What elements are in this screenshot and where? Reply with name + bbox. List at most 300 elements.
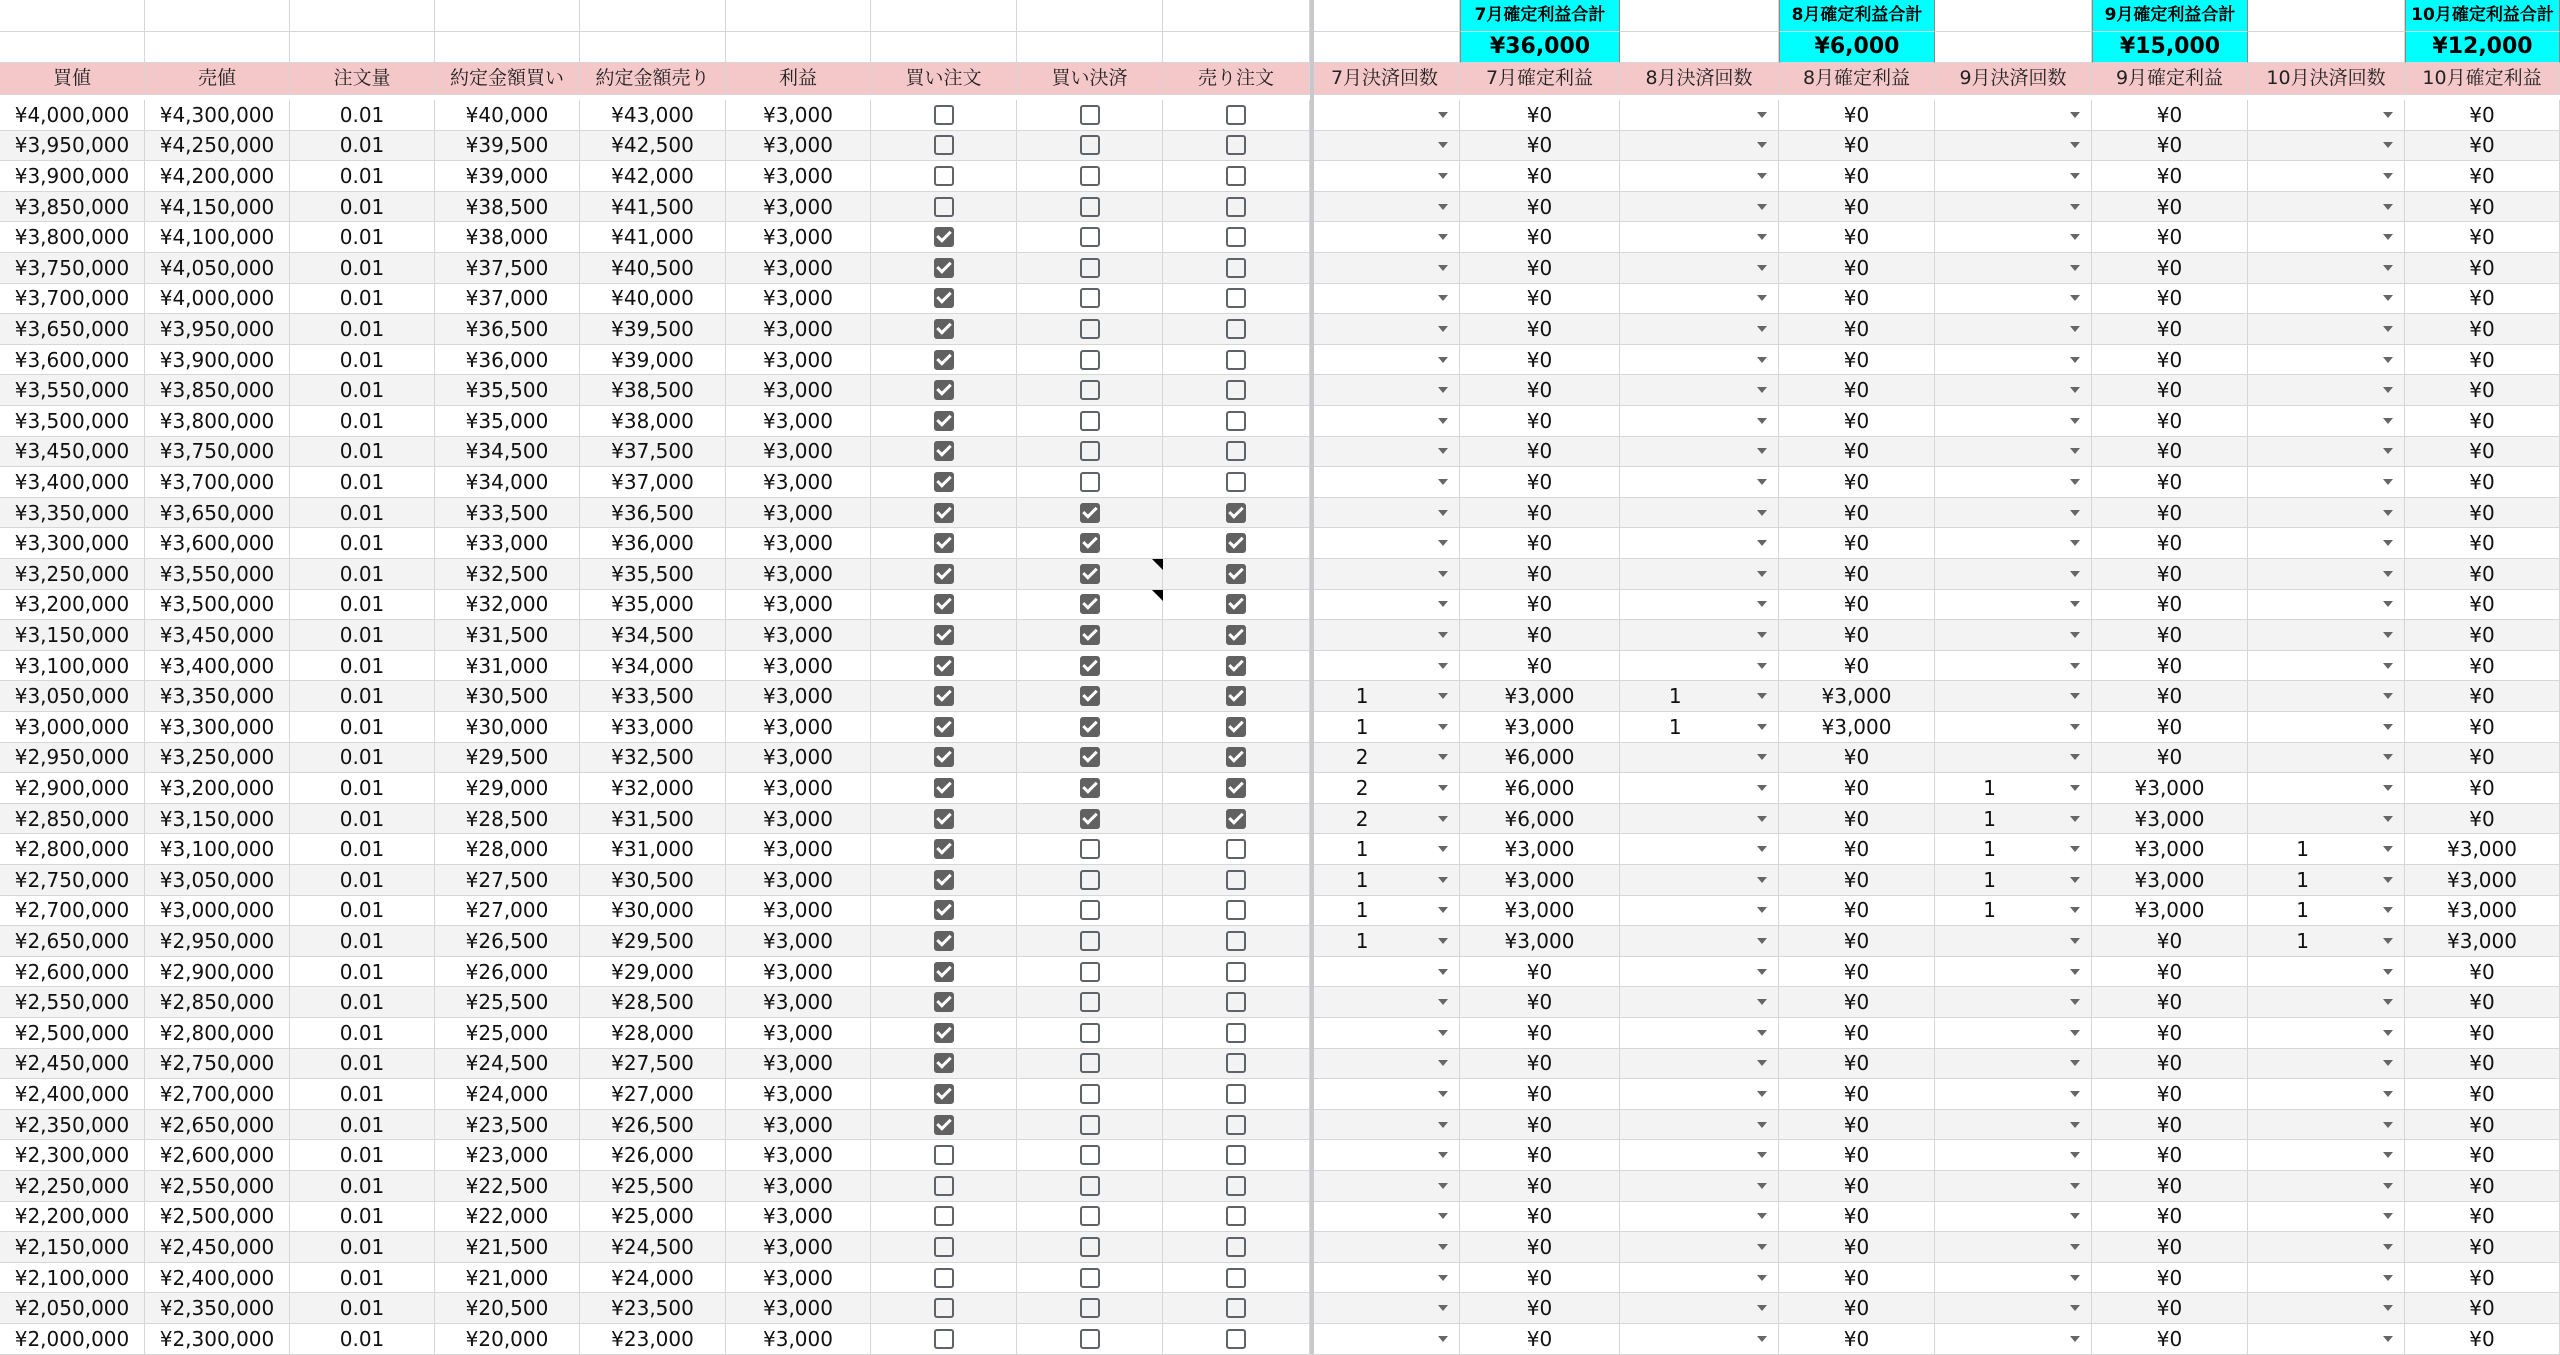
dropdown-arrow-icon[interactable] bbox=[1757, 540, 1767, 546]
buy-settle-cell[interactable] bbox=[1017, 1018, 1163, 1049]
buy-price-cell[interactable]: ¥3,850,000 bbox=[0, 192, 145, 223]
dropdown-arrow-icon[interactable] bbox=[1757, 1091, 1767, 1097]
buy-settle-cell[interactable] bbox=[1017, 192, 1163, 223]
order-qty-cell[interactable]: 0.01 bbox=[290, 375, 435, 406]
oct-profit-cell[interactable]: ¥0 bbox=[2405, 100, 2560, 131]
order-qty-cell[interactable]: 0.01 bbox=[290, 834, 435, 865]
dropdown-arrow-icon[interactable] bbox=[2070, 846, 2080, 852]
sell-order-cell[interactable] bbox=[1163, 559, 1310, 590]
jul-count-dropdown[interactable] bbox=[1310, 773, 1460, 804]
buy-settle-cell[interactable] bbox=[1017, 1049, 1163, 1080]
sell-order-cell[interactable] bbox=[1163, 620, 1310, 651]
sell-amount-cell[interactable]: ¥41,000 bbox=[580, 222, 726, 253]
oct-profit-cell[interactable]: ¥0 bbox=[2405, 314, 2560, 345]
checkbox-checked[interactable] bbox=[1080, 503, 1100, 523]
dropdown-arrow-icon[interactable] bbox=[2383, 1275, 2393, 1281]
dropdown-arrow-icon[interactable] bbox=[2070, 785, 2080, 791]
buy-amount-cell[interactable]: ¥38,500 bbox=[435, 192, 580, 223]
checkbox-checked[interactable] bbox=[1080, 747, 1100, 767]
buy-settle-cell[interactable] bbox=[1017, 498, 1163, 529]
dropdown-arrow-icon[interactable] bbox=[1757, 632, 1767, 638]
buy-amount-cell[interactable]: ¥23,000 bbox=[435, 1140, 580, 1171]
buy-settle-cell[interactable] bbox=[1017, 1232, 1163, 1263]
checkbox-unchecked[interactable] bbox=[1080, 288, 1100, 308]
buy-settle-cell[interactable] bbox=[1017, 712, 1163, 743]
profit-cell[interactable]: ¥3,000 bbox=[726, 222, 871, 253]
blank-cell[interactable] bbox=[2248, 0, 2405, 32]
buy-amount-cell[interactable]: ¥20,500 bbox=[435, 1293, 580, 1324]
oct-count-dropdown[interactable] bbox=[2248, 804, 2405, 835]
dropdown-arrow-icon[interactable] bbox=[2383, 1244, 2393, 1250]
aug-profit-cell[interactable]: ¥0 bbox=[1779, 865, 1935, 896]
dropdown-arrow-icon[interactable] bbox=[1757, 295, 1767, 301]
profit-cell[interactable]: ¥3,000 bbox=[726, 1202, 871, 1233]
checkbox-unchecked[interactable] bbox=[1080, 839, 1100, 859]
aug-profit-cell[interactable]: ¥0 bbox=[1779, 1202, 1935, 1233]
sell-price-cell[interactable]: ¥2,950,000 bbox=[145, 926, 290, 957]
aug-count-dropdown[interactable] bbox=[1620, 559, 1779, 590]
checkbox-unchecked[interactable] bbox=[1080, 166, 1100, 186]
buy-settle-cell[interactable] bbox=[1017, 1079, 1163, 1110]
buy-amount-cell[interactable]: ¥39,000 bbox=[435, 161, 580, 192]
checkbox-unchecked[interactable] bbox=[1226, 135, 1246, 155]
oct-profit-cell[interactable]: ¥0 bbox=[2405, 957, 2560, 988]
checkbox-unchecked[interactable] bbox=[1080, 411, 1100, 431]
sep-count-dropdown[interactable] bbox=[1935, 161, 2092, 192]
oct-count-dropdown[interactable] bbox=[2248, 1110, 2405, 1141]
dropdown-arrow-icon[interactable] bbox=[1757, 1060, 1767, 1066]
sell-amount-cell[interactable]: ¥32,500 bbox=[580, 743, 726, 774]
sell-price-cell[interactable]: ¥2,650,000 bbox=[145, 1110, 290, 1141]
jul-count-dropdown[interactable] bbox=[1310, 620, 1460, 651]
oct-count-dropdown[interactable] bbox=[2248, 314, 2405, 345]
column-header-sep-count[interactable]: 9月決済回数 bbox=[1935, 63, 2092, 95]
jul-count-dropdown[interactable] bbox=[1310, 1110, 1460, 1141]
jul-count-dropdown[interactable] bbox=[1310, 375, 1460, 406]
checkbox-unchecked[interactable] bbox=[1226, 1023, 1246, 1043]
buy-price-cell[interactable]: ¥2,000,000 bbox=[0, 1324, 145, 1355]
dropdown-arrow-icon[interactable] bbox=[1438, 1305, 1448, 1311]
sep-count-dropdown[interactable] bbox=[1935, 743, 2092, 774]
buy-price-cell[interactable]: ¥2,850,000 bbox=[0, 804, 145, 835]
dropdown-arrow-icon[interactable] bbox=[2070, 387, 2080, 393]
buy-price-cell[interactable]: ¥2,800,000 bbox=[0, 834, 145, 865]
blank-cell[interactable] bbox=[435, 0, 580, 32]
buy-price-cell[interactable]: ¥2,700,000 bbox=[0, 896, 145, 927]
buy-order-cell[interactable] bbox=[871, 1324, 1017, 1355]
sell-order-cell[interactable] bbox=[1163, 773, 1310, 804]
jul-profit-cell[interactable]: ¥0 bbox=[1460, 651, 1620, 682]
order-qty-cell[interactable]: 0.01 bbox=[290, 222, 435, 253]
dropdown-arrow-icon[interactable] bbox=[2383, 295, 2393, 301]
dropdown-arrow-icon[interactable] bbox=[1757, 1336, 1767, 1342]
sell-price-cell[interactable]: ¥4,150,000 bbox=[145, 192, 290, 223]
buy-settle-cell[interactable] bbox=[1017, 1110, 1163, 1141]
dropdown-arrow-icon[interactable] bbox=[1438, 601, 1448, 607]
aug-profit-cell[interactable]: ¥0 bbox=[1779, 957, 1935, 988]
checkbox-checked[interactable] bbox=[1080, 625, 1100, 645]
column-header-oct-count[interactable]: 10月決済回数 bbox=[2248, 63, 2405, 95]
sep-count-dropdown[interactable] bbox=[1935, 1171, 2092, 1202]
oct-count-dropdown[interactable] bbox=[2248, 1202, 2405, 1233]
oct-count-dropdown[interactable] bbox=[2248, 651, 2405, 682]
sep-count-dropdown[interactable] bbox=[1935, 375, 2092, 406]
dropdown-arrow-icon[interactable] bbox=[2070, 204, 2080, 210]
profit-cell[interactable]: ¥3,000 bbox=[726, 1140, 871, 1171]
order-qty-cell[interactable]: 0.01 bbox=[290, 1049, 435, 1080]
buy-settle-cell[interactable] bbox=[1017, 314, 1163, 345]
oct-count-dropdown[interactable] bbox=[2248, 590, 2405, 621]
checkbox-checked[interactable] bbox=[934, 594, 954, 614]
oct-count-dropdown[interactable] bbox=[2248, 1324, 2405, 1355]
profit-cell[interactable]: ¥3,000 bbox=[726, 406, 871, 437]
jul-count-dropdown[interactable] bbox=[1310, 1140, 1460, 1171]
sell-order-cell[interactable] bbox=[1163, 253, 1310, 284]
dropdown-arrow-icon[interactable] bbox=[2070, 1183, 2080, 1189]
sep-count-dropdown[interactable] bbox=[1935, 1263, 2092, 1294]
aug-count-dropdown[interactable] bbox=[1620, 375, 1779, 406]
sep-profit-cell[interactable]: ¥0 bbox=[2092, 253, 2248, 284]
aug-profit-cell[interactable]: ¥0 bbox=[1779, 1079, 1935, 1110]
dropdown-arrow-icon[interactable] bbox=[1438, 693, 1448, 699]
buy-settle-cell[interactable] bbox=[1017, 345, 1163, 376]
sell-amount-cell[interactable]: ¥40,000 bbox=[580, 284, 726, 315]
buy-order-cell[interactable] bbox=[871, 1202, 1017, 1233]
checkbox-unchecked[interactable] bbox=[1226, 839, 1246, 859]
buy-price-cell[interactable]: ¥2,100,000 bbox=[0, 1263, 145, 1294]
buy-amount-cell[interactable]: ¥27,000 bbox=[435, 896, 580, 927]
sell-amount-cell[interactable]: ¥40,500 bbox=[580, 253, 726, 284]
sell-amount-cell[interactable]: ¥24,000 bbox=[580, 1263, 726, 1294]
sep-count-dropdown[interactable] bbox=[1935, 1140, 2092, 1171]
sep-count-dropdown[interactable] bbox=[1935, 651, 2092, 682]
order-qty-cell[interactable]: 0.01 bbox=[290, 1232, 435, 1263]
checkbox-unchecked[interactable] bbox=[1080, 1329, 1100, 1349]
sell-price-cell[interactable]: ¥2,800,000 bbox=[145, 1018, 290, 1049]
jul-count-dropdown[interactable] bbox=[1310, 1324, 1460, 1355]
checkbox-checked[interactable] bbox=[1226, 503, 1246, 523]
buy-amount-cell[interactable]: ¥30,000 bbox=[435, 712, 580, 743]
sep-count-dropdown[interactable] bbox=[1935, 620, 2092, 651]
oct-profit-cell[interactable]: ¥0 bbox=[2405, 1293, 2560, 1324]
sep-count-dropdown[interactable] bbox=[1935, 1049, 2092, 1080]
buy-amount-cell[interactable]: ¥33,500 bbox=[435, 498, 580, 529]
jul-count-dropdown[interactable] bbox=[1310, 987, 1460, 1018]
sell-order-cell[interactable] bbox=[1163, 1049, 1310, 1080]
buy-amount-cell[interactable]: ¥35,000 bbox=[435, 406, 580, 437]
jul-count-dropdown[interactable] bbox=[1310, 314, 1460, 345]
dropdown-arrow-icon[interactable] bbox=[1757, 418, 1767, 424]
jul-count-dropdown[interactable] bbox=[1310, 222, 1460, 253]
oct-count-dropdown[interactable] bbox=[2248, 1263, 2405, 1294]
sep-profit-cell[interactable]: ¥0 bbox=[2092, 161, 2248, 192]
buy-price-cell[interactable]: ¥2,650,000 bbox=[0, 926, 145, 957]
buy-settle-cell[interactable] bbox=[1017, 1263, 1163, 1294]
buy-price-cell[interactable]: ¥2,150,000 bbox=[0, 1232, 145, 1263]
sell-amount-cell[interactable]: ¥39,000 bbox=[580, 345, 726, 376]
buy-settle-cell[interactable] bbox=[1017, 1324, 1163, 1355]
aug-profit-cell[interactable]: ¥0 bbox=[1779, 222, 1935, 253]
jul-profit-cell[interactable]: ¥0 bbox=[1460, 1263, 1620, 1294]
checkbox-unchecked[interactable] bbox=[1226, 411, 1246, 431]
dropdown-arrow-icon[interactable] bbox=[2383, 479, 2393, 485]
aug-profit-cell[interactable]: ¥0 bbox=[1779, 743, 1935, 774]
jul-count-dropdown[interactable] bbox=[1310, 528, 1460, 559]
dropdown-arrow-icon[interactable] bbox=[2383, 754, 2393, 760]
dropdown-arrow-icon[interactable] bbox=[2383, 1183, 2393, 1189]
jul-profit-cell[interactable]: ¥0 bbox=[1460, 498, 1620, 529]
dropdown-arrow-icon[interactable] bbox=[1438, 234, 1448, 240]
buy-order-cell[interactable] bbox=[871, 559, 1017, 590]
order-qty-cell[interactable]: 0.01 bbox=[290, 1324, 435, 1355]
dropdown-arrow-icon[interactable] bbox=[2383, 601, 2393, 607]
oct-profit-cell[interactable]: ¥0 bbox=[2405, 590, 2560, 621]
dropdown-arrow-icon[interactable] bbox=[1757, 1213, 1767, 1219]
sell-price-cell[interactable]: ¥2,400,000 bbox=[145, 1263, 290, 1294]
order-qty-cell[interactable]: 0.01 bbox=[290, 437, 435, 468]
sell-order-cell[interactable] bbox=[1163, 712, 1310, 743]
checkbox-unchecked[interactable] bbox=[1080, 870, 1100, 890]
sell-order-cell[interactable] bbox=[1163, 834, 1310, 865]
checkbox-checked[interactable] bbox=[1080, 809, 1100, 829]
oct-count-dropdown[interactable] bbox=[2248, 1232, 2405, 1263]
sell-order-cell[interactable] bbox=[1163, 1171, 1310, 1202]
sep-count-dropdown[interactable] bbox=[1935, 437, 2092, 468]
buy-amount-cell[interactable]: ¥37,500 bbox=[435, 253, 580, 284]
aug-count-dropdown[interactable] bbox=[1620, 192, 1779, 223]
jul-profit-cell[interactable]: ¥0 bbox=[1460, 1110, 1620, 1141]
buy-settle-cell[interactable] bbox=[1017, 559, 1163, 590]
order-qty-cell[interactable]: 0.01 bbox=[290, 926, 435, 957]
buy-order-cell[interactable] bbox=[871, 1110, 1017, 1141]
aug-count-dropdown[interactable] bbox=[1620, 1171, 1779, 1202]
jul-count-dropdown[interactable] bbox=[1310, 406, 1460, 437]
buy-price-cell[interactable]: ¥2,500,000 bbox=[0, 1018, 145, 1049]
sell-amount-cell[interactable]: ¥37,500 bbox=[580, 437, 726, 468]
sep-count-dropdown[interactable] bbox=[1935, 865, 2092, 896]
blank-cell[interactable] bbox=[726, 32, 871, 63]
frozen-column-divider[interactable] bbox=[1310, 0, 1314, 1354]
oct-count-dropdown[interactable] bbox=[2248, 834, 2405, 865]
sell-price-cell[interactable]: ¥2,350,000 bbox=[145, 1293, 290, 1324]
buy-order-cell[interactable] bbox=[871, 314, 1017, 345]
aug-count-dropdown[interactable] bbox=[1620, 987, 1779, 1018]
buy-order-cell[interactable] bbox=[871, 712, 1017, 743]
aug-count-dropdown[interactable] bbox=[1620, 773, 1779, 804]
buy-settle-cell[interactable] bbox=[1017, 467, 1163, 498]
sep-count-dropdown[interactable] bbox=[1935, 406, 2092, 437]
oct-count-dropdown[interactable] bbox=[2248, 957, 2405, 988]
dropdown-arrow-icon[interactable] bbox=[2070, 1030, 2080, 1036]
oct-profit-cell[interactable]: ¥0 bbox=[2405, 1110, 2560, 1141]
sep-profit-cell[interactable]: ¥0 bbox=[2092, 743, 2248, 774]
checkbox-checked[interactable] bbox=[1080, 778, 1100, 798]
checkbox-unchecked[interactable] bbox=[934, 105, 954, 125]
buy-order-cell[interactable] bbox=[871, 926, 1017, 957]
sell-price-cell[interactable]: ¥4,100,000 bbox=[145, 222, 290, 253]
checkbox-checked[interactable] bbox=[934, 778, 954, 798]
sell-order-cell[interactable] bbox=[1163, 161, 1310, 192]
buy-order-cell[interactable] bbox=[871, 406, 1017, 437]
dropdown-arrow-icon[interactable] bbox=[2383, 846, 2393, 852]
sep-profit-cell[interactable]: ¥0 bbox=[2092, 1079, 2248, 1110]
oct-profit-cell[interactable]: ¥0 bbox=[2405, 345, 2560, 376]
sep-count-dropdown[interactable] bbox=[1935, 100, 2092, 131]
checkbox-unchecked[interactable] bbox=[934, 135, 954, 155]
order-qty-cell[interactable]: 0.01 bbox=[290, 131, 435, 162]
buy-amount-cell[interactable]: ¥28,500 bbox=[435, 804, 580, 835]
checkbox-checked[interactable] bbox=[934, 870, 954, 890]
sell-price-cell[interactable]: ¥3,400,000 bbox=[145, 651, 290, 682]
column-header-sep-profit[interactable]: 9月確定利益 bbox=[2092, 63, 2248, 95]
oct-profit-cell[interactable]: ¥0 bbox=[2405, 1140, 2560, 1171]
profit-cell[interactable]: ¥3,000 bbox=[726, 1324, 871, 1355]
blank-cell[interactable] bbox=[580, 0, 726, 32]
sep-count-dropdown[interactable] bbox=[1935, 1232, 2092, 1263]
checkbox-checked[interactable] bbox=[934, 258, 954, 278]
sell-amount-cell[interactable]: ¥33,500 bbox=[580, 681, 726, 712]
blank-cell[interactable] bbox=[1620, 32, 1779, 63]
sell-price-cell[interactable]: ¥2,300,000 bbox=[145, 1324, 290, 1355]
dropdown-arrow-icon[interactable] bbox=[2070, 907, 2080, 913]
buy-amount-cell[interactable]: ¥24,000 bbox=[435, 1079, 580, 1110]
buy-order-cell[interactable] bbox=[871, 896, 1017, 927]
checkbox-checked[interactable] bbox=[934, 747, 954, 767]
aug-profit-cell[interactable]: ¥0 bbox=[1779, 437, 1935, 468]
aug-profit-cell[interactable]: ¥0 bbox=[1779, 896, 1935, 927]
aug-count-dropdown[interactable] bbox=[1620, 712, 1779, 743]
checkbox-checked[interactable] bbox=[934, 350, 954, 370]
checkbox-checked[interactable] bbox=[934, 411, 954, 431]
checkbox-unchecked[interactable] bbox=[1226, 288, 1246, 308]
buy-price-cell[interactable]: ¥3,000,000 bbox=[0, 712, 145, 743]
jul-profit-cell[interactable]: ¥3,000 bbox=[1460, 926, 1620, 957]
profit-cell[interactable]: ¥3,000 bbox=[726, 681, 871, 712]
dropdown-arrow-icon[interactable] bbox=[1438, 540, 1448, 546]
oct-profit-cell[interactable]: ¥0 bbox=[2405, 1018, 2560, 1049]
aug-count-dropdown[interactable] bbox=[1620, 1018, 1779, 1049]
order-qty-cell[interactable]: 0.01 bbox=[290, 406, 435, 437]
checkbox-unchecked[interactable] bbox=[1226, 319, 1246, 339]
sep-profit-cell[interactable]: ¥0 bbox=[2092, 192, 2248, 223]
profit-cell[interactable]: ¥3,000 bbox=[726, 498, 871, 529]
checkbox-checked[interactable] bbox=[1080, 594, 1100, 614]
jul-profit-cell[interactable]: ¥0 bbox=[1460, 590, 1620, 621]
checkbox-unchecked[interactable] bbox=[1080, 472, 1100, 492]
dropdown-arrow-icon[interactable] bbox=[2070, 265, 2080, 271]
checkbox-unchecked[interactable] bbox=[1080, 1206, 1100, 1226]
dropdown-arrow-icon[interactable] bbox=[2383, 938, 2393, 944]
dropdown-arrow-icon[interactable] bbox=[2070, 1275, 2080, 1281]
column-header-buy-amount[interactable]: 約定金額買い bbox=[435, 63, 580, 95]
aug-profit-cell[interactable]: ¥0 bbox=[1779, 1171, 1935, 1202]
oct-count-dropdown[interactable] bbox=[2248, 773, 2405, 804]
buy-order-cell[interactable] bbox=[871, 620, 1017, 651]
profit-cell[interactable]: ¥3,000 bbox=[726, 192, 871, 223]
dropdown-arrow-icon[interactable] bbox=[1757, 234, 1767, 240]
dropdown-arrow-icon[interactable] bbox=[2070, 693, 2080, 699]
buy-amount-cell[interactable]: ¥21,000 bbox=[435, 1263, 580, 1294]
checkbox-checked[interactable] bbox=[934, 319, 954, 339]
oct-profit-cell[interactable]: ¥3,000 bbox=[2405, 834, 2560, 865]
buy-order-cell[interactable] bbox=[871, 1263, 1017, 1294]
order-qty-cell[interactable]: 0.01 bbox=[290, 620, 435, 651]
aug-profit-cell[interactable]: ¥0 bbox=[1779, 375, 1935, 406]
jul-profit-cell[interactable]: ¥0 bbox=[1460, 1232, 1620, 1263]
checkbox-unchecked[interactable] bbox=[1080, 1053, 1100, 1073]
sep-count-dropdown[interactable] bbox=[1935, 192, 2092, 223]
dropdown-arrow-icon[interactable] bbox=[1757, 173, 1767, 179]
jul-count-dropdown[interactable] bbox=[1310, 345, 1460, 376]
oct-profit-cell[interactable]: ¥0 bbox=[2405, 681, 2560, 712]
dropdown-arrow-icon[interactable] bbox=[2070, 816, 2080, 822]
buy-amount-cell[interactable]: ¥22,500 bbox=[435, 1171, 580, 1202]
buy-price-cell[interactable]: ¥3,300,000 bbox=[0, 528, 145, 559]
aug-count-dropdown[interactable] bbox=[1620, 804, 1779, 835]
dropdown-arrow-icon[interactable] bbox=[2070, 571, 2080, 577]
profit-cell[interactable]: ¥3,000 bbox=[726, 161, 871, 192]
checkbox-unchecked[interactable] bbox=[1226, 197, 1246, 217]
sep-profit-cell[interactable]: ¥3,000 bbox=[2092, 804, 2248, 835]
buy-amount-cell[interactable]: ¥34,000 bbox=[435, 467, 580, 498]
sep-profit-cell[interactable]: ¥0 bbox=[2092, 131, 2248, 162]
dropdown-arrow-icon[interactable] bbox=[1757, 326, 1767, 332]
sell-amount-cell[interactable]: ¥42,500 bbox=[580, 131, 726, 162]
profit-cell[interactable]: ¥3,000 bbox=[726, 284, 871, 315]
checkbox-unchecked[interactable] bbox=[1226, 441, 1246, 461]
aug-count-dropdown[interactable] bbox=[1620, 834, 1779, 865]
buy-price-cell[interactable]: ¥2,550,000 bbox=[0, 987, 145, 1018]
jul-count-dropdown[interactable] bbox=[1310, 1079, 1460, 1110]
dropdown-arrow-icon[interactable] bbox=[2383, 693, 2393, 699]
dropdown-arrow-icon[interactable] bbox=[2070, 234, 2080, 240]
jul-profit-cell[interactable]: ¥0 bbox=[1460, 437, 1620, 468]
sell-price-cell[interactable]: ¥2,500,000 bbox=[145, 1202, 290, 1233]
dropdown-arrow-icon[interactable] bbox=[2070, 1336, 2080, 1342]
sell-order-cell[interactable] bbox=[1163, 1110, 1310, 1141]
dropdown-arrow-icon[interactable] bbox=[2383, 510, 2393, 516]
buy-price-cell[interactable]: ¥2,200,000 bbox=[0, 1202, 145, 1233]
dropdown-arrow-icon[interactable] bbox=[1438, 295, 1448, 301]
sep-count-dropdown[interactable] bbox=[1935, 957, 2092, 988]
oct-count-dropdown[interactable] bbox=[2248, 1079, 2405, 1110]
profit-cell[interactable]: ¥3,000 bbox=[726, 834, 871, 865]
order-qty-cell[interactable]: 0.01 bbox=[290, 590, 435, 621]
sell-amount-cell[interactable]: ¥35,500 bbox=[580, 559, 726, 590]
buy-settle-cell[interactable] bbox=[1017, 926, 1163, 957]
jul-profit-cell[interactable]: ¥0 bbox=[1460, 100, 1620, 131]
dropdown-arrow-icon[interactable] bbox=[2383, 571, 2393, 577]
oct-profit-cell[interactable]: ¥0 bbox=[2405, 528, 2560, 559]
dropdown-arrow-icon[interactable] bbox=[2070, 357, 2080, 363]
sep-profit-cell[interactable]: ¥0 bbox=[2092, 1263, 2248, 1294]
sell-order-cell[interactable] bbox=[1163, 314, 1310, 345]
dropdown-arrow-icon[interactable] bbox=[1438, 204, 1448, 210]
profit-cell[interactable]: ¥3,000 bbox=[726, 957, 871, 988]
order-qty-cell[interactable]: 0.01 bbox=[290, 987, 435, 1018]
dropdown-arrow-icon[interactable] bbox=[1757, 785, 1767, 791]
buy-price-cell[interactable]: ¥2,250,000 bbox=[0, 1171, 145, 1202]
checkbox-checked[interactable] bbox=[934, 839, 954, 859]
checkbox-checked[interactable] bbox=[934, 686, 954, 706]
oct-count-dropdown[interactable] bbox=[2248, 345, 2405, 376]
jul-count-dropdown[interactable] bbox=[1310, 590, 1460, 621]
dropdown-arrow-icon[interactable] bbox=[1438, 877, 1448, 883]
order-qty-cell[interactable]: 0.01 bbox=[290, 1202, 435, 1233]
aug-count-dropdown[interactable] bbox=[1620, 1232, 1779, 1263]
buy-order-cell[interactable] bbox=[871, 681, 1017, 712]
aug-profit-cell[interactable]: ¥0 bbox=[1779, 161, 1935, 192]
